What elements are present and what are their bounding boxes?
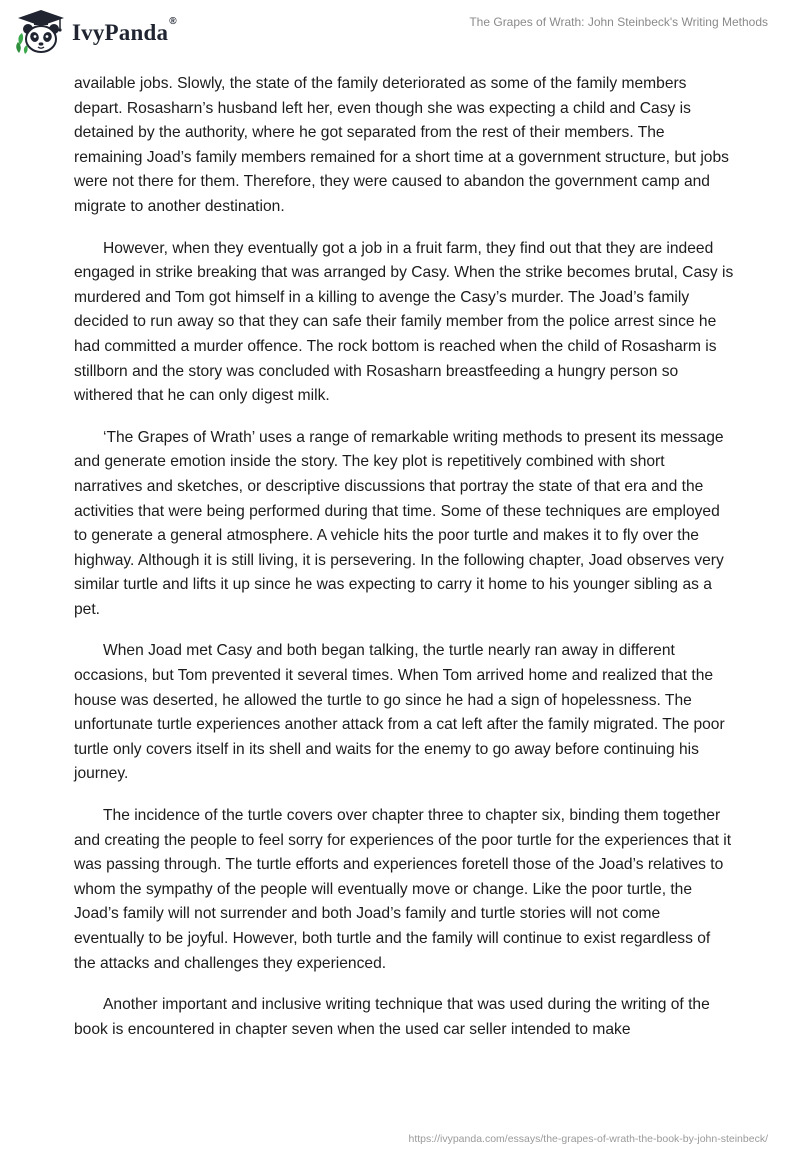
document-title: The Grapes of Wrath: John Steinbeck's Writing Methods [469, 15, 768, 29]
brand-name-text: IvyPanda [72, 20, 169, 45]
paragraph: The incidence of the turtle covers over chapter three to chapter six, binding them together and creating the people to feel sorry for experiences of the poor turtle for the experiences that it was passing through. The turtle efforts and experiences foretell those of the Joad’s relatives to whom the sympathy of the people will eventually move or change. Like the poor turtle, the Joad’s family will not surrender and both Joad’s family and turtle stories will not come eventually to be joyful. However, both turtle and the family will continue to exist regardless of the attacks and challenges they experienced. [74, 807, 732, 972]
paragraph: However, when they eventually got a job in a fruit farm, they find out that they are indeed engaged in strike breaking that was arranged by Casy. When the strike becomes brutal, Casy is murdered and Tom got himself in a killing to avenge the Casy’s murder. The Joad’s family decided to run away so that they can safe their family member from the police arrest since he had committed a murder offence. The rock bottom is reached when the child of Rosasharm is stillborn and the story was concluded with Rosasharn breastfeeding a hungry person so withered that he can only digest milk. [74, 239, 734, 405]
page-header [0, 0, 800, 66]
paragraph: available jobs. Slowly, the state of the family deteriorated as some of the family members depart. Rosasharn’s husband left her, even though she was expecting a child and Casy is detained by the authority, where he got separated from the rest of their members. The remaining Joad’s family members remained for a short time at a government structure, but jobs were not there for them. Therefore, they were caused to abandon the government camp and migrate to another destination. [74, 75, 729, 215]
paragraph: When Joad met Casy and both began talking, the turtle nearly ran away in different occasions, but Tom prevented it several times. When Tom arrived home and realized that the house was deserted, he allowed the turtle to go since he had a sign of hopelessness. The unfortunate turtle experiences another attack from a cat left after the family migrated. The poor turtle only covers itself in its shell and waits for the enemy to go away before continuing his journey. [74, 642, 725, 783]
registered-mark: ® [169, 16, 177, 27]
paragraph: ‘The Grapes of Wrath’ uses a range of remarkable writing methods to present its message and generate emotion inside the story. The key plot is repetitively combined with short narratives and sketches, or descriptive discussions that portray the state of that era and the activities that were being performed during that time. Some of these techniques are employed to generate a general atmosphere. A vehicle hits the poor turtle and makes it to fly over the highway. Although it is still living, it is persevering. In the following chapter, Joad observes very similar turtle and lifts it up since he was expecting to carry it home to his younger sibling as a pet. [74, 428, 724, 618]
paragraph: Another important and inclusive writing technique that was used during the writing of the book is encountered in chapter seven when the used car seller intended to make [74, 996, 710, 1038]
source-url-link[interactable]: https://ivypanda.com/essays/the-grapes-of-wrath-the-book-by-john-steinbeck/ [408, 1133, 768, 1145]
panda-graduate-icon [14, 7, 68, 57]
ivypanda-logo[interactable] [14, 6, 177, 58]
essay-body [74, 72, 734, 1059]
brand-name [72, 16, 177, 46]
